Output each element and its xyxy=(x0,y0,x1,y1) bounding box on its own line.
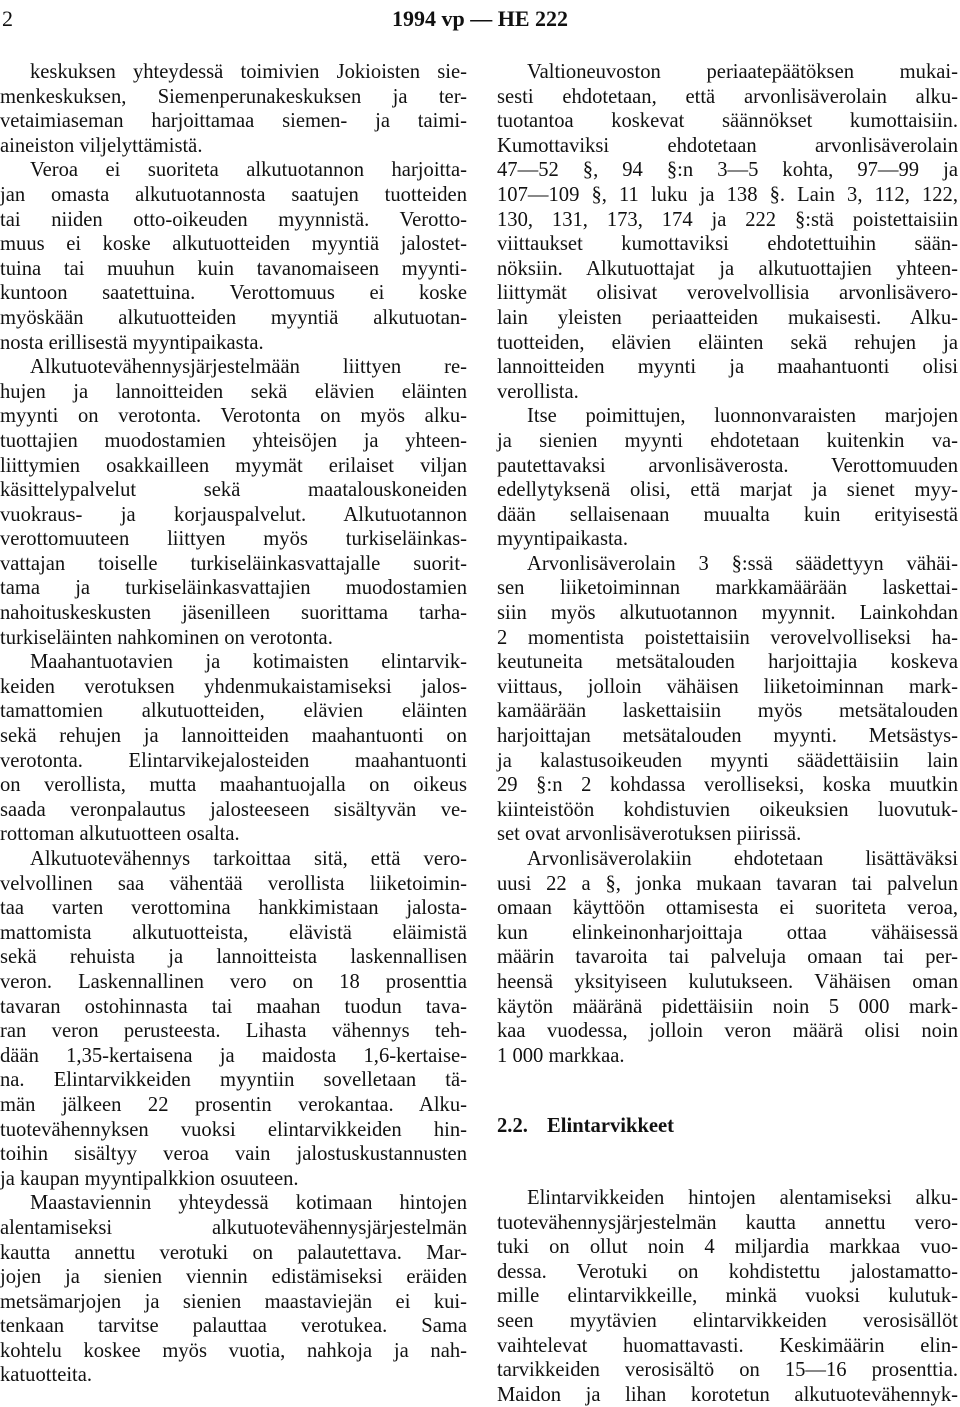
text-line: 107—109 §, 11 luku ja 138 §. Lain 3, 112, 122, xyxy=(497,183,958,206)
text-line: kun elinkeinonharjoittaja ottaa vähäisessä xyxy=(497,921,958,944)
text-line: Arvonlisäverolain 3 §:ssä säädettyyn vähäi- xyxy=(527,552,958,575)
text-line: män jälkeen 22 prosentin verokantaa. Alku- xyxy=(0,1093,467,1116)
text-line: vuokraus- ja korjauspalvelut. Alkutuotannon xyxy=(0,503,467,526)
text-line: tuottajien muodostamien yhteisöjen ja yhteen- xyxy=(0,429,467,452)
text-line: set ovat arvonlisäverotuksen piirissä. xyxy=(497,823,802,846)
text-line: Itse poimittujen, luonnonvaraisten marjojen xyxy=(527,405,958,428)
paragraph xyxy=(497,60,958,404)
text-line: veron. Laskennallinen vero on 18 prosenttia xyxy=(0,970,467,993)
text-line: keskuksen yhteydessä toimivien Jokioisten sie- xyxy=(30,61,467,83)
text-line: jojen ja sienien viennin edistämiseksi eräiden xyxy=(0,1266,467,1289)
text-line: Alkutuotevähennys tarkoittaa sitä, että vero- xyxy=(30,848,467,870)
text-line: sesti ehdotetaan, että arvonlisäverolain alku- xyxy=(497,85,958,108)
text-line: rottoman alkutuotteen osalta. xyxy=(0,823,240,846)
paragraph xyxy=(0,60,467,158)
text-line: liittymät olisivat verovelvollisia arvonlisävero- xyxy=(497,282,958,305)
text-line: nahoituskeskusten jäsenilleen suorittama tarha- xyxy=(0,602,467,625)
paragraph xyxy=(0,1191,467,1388)
text-line: kautta annettu verotuki on palautettava. Mar- xyxy=(0,1241,467,1264)
text-line: Maidon ja lihan korotetun alkutuotevähennyk- xyxy=(497,1383,958,1406)
text-line: sekä rehuista ja lannoitteista laskennallisen xyxy=(0,946,467,969)
text-line: myyntipaikasta. xyxy=(497,528,628,551)
text-line: kohtelu koskee myös vuotia, nahkoja ja nah- xyxy=(0,1339,467,1362)
text-line: tuki on ollut noin 4 miljardia markkaa vuo- xyxy=(497,1236,958,1259)
text-line: tai niiden otto-oikeuden myynnistä. Verotto- xyxy=(0,208,467,231)
text-line: keutuneita metsätalouden harjoittajia koskeva xyxy=(497,651,958,674)
text-line: tavaran ostohinnasta tai maahan tuodun tava- xyxy=(0,995,467,1018)
section-heading xyxy=(497,1114,958,1139)
paragraph xyxy=(0,158,467,355)
text-line: metsämarjojen ja sienien maastaviejän ei kui- xyxy=(0,1290,467,1313)
text-line: Maahantuotavien ja kotimaisten elintarvik- xyxy=(30,651,467,674)
text-line: tuotevähennyksen vuoksi elintarvikkeiden hin- xyxy=(0,1118,467,1141)
text-line: 1 000 markkaa. xyxy=(497,1044,625,1067)
text-line: Valtioneuvoston periaatepäätöksen mukai- xyxy=(527,61,958,83)
text-line: Elintarvikkeiden hintojen alentamiseksi alku- xyxy=(527,1186,958,1209)
text-line: verollista. xyxy=(497,380,579,403)
text-line: mattomista alkutuotteista, elävistä eläimistä xyxy=(0,921,467,944)
text-line: uusi 22 a §, jonka mukaan tavaran tai palvelun xyxy=(497,872,958,895)
text-line: 130, 131, 173, 174 ja 222 §:stä poistettaisiin xyxy=(497,208,958,231)
text-line: harjoittajan metsätalouden myynti. Metsästys- xyxy=(497,725,958,748)
text-line: nosta erillisestä myyntipaikasta. xyxy=(0,331,264,354)
text-line: seen myytävien elintarvikkeiden verosisällöt xyxy=(497,1309,958,1332)
text-line: tenkaan tarvitse palauttaa verotukea. Sama xyxy=(0,1315,467,1338)
text-line: verottomuuteen liittyen myös turkiseläinkas- xyxy=(0,528,467,551)
text-line: ran veron perusteesta. Lihasta vähennys teh- xyxy=(0,1020,467,1043)
text-line: saada veronpalautus jalosteeseen sisältyvän ve- xyxy=(0,798,467,821)
text-line: na. Elintarvikkeiden myyntiin sovelletaan tä- xyxy=(0,1069,467,1092)
text-line: kamäärään laskettaisiin myös metsätalouden xyxy=(497,700,958,723)
text-line: aineiston viljelyttämistä. xyxy=(0,134,203,157)
text-line: kiinteistöön kohdistuvien oikeuksien luovutuk- xyxy=(497,798,958,821)
page-header xyxy=(0,6,960,38)
text-line: tamattomien alkutuotteiden, elävien eläinten xyxy=(0,700,467,723)
page-number: 2 xyxy=(2,6,13,31)
text-line: heensä yksityiseen kulutukseen. Vähäisen oman xyxy=(497,970,958,993)
text-line: toihin sisältyy veroa vain jalostuskustannusten xyxy=(0,1143,467,1166)
text-line: taa varten verottomina hankkimistaan jalosta- xyxy=(0,897,467,920)
text-line: verotonta. Elintarvikejalosteiden maahantuonti xyxy=(0,749,467,772)
paragraph xyxy=(497,847,958,1068)
text-line: Alkutuotevähennysjärjestelmään liittyen re- xyxy=(30,356,467,379)
text-line: katuotteita. xyxy=(0,1364,93,1387)
text-line: ja sienien myynti ehdotetaan kuitenkin va- xyxy=(497,429,958,452)
text-line: dään sellaisenaan muualta kuin erityisestä xyxy=(497,503,958,526)
text-line: liittymien osakkailleen myymät erilaiset viljan xyxy=(0,454,467,477)
text-line: edellytyksenä olisi, että marjat ja sienet myy- xyxy=(497,479,958,502)
text-line: viittaukset kumottaviksi ehdotettuihin sään- xyxy=(497,233,958,256)
text-line: vaihtelevat huomattavasti. Keskimäärin elin- xyxy=(497,1334,958,1357)
text-line: Arvonlisäverolakiin ehdotetaan lisättäväksi xyxy=(527,848,958,870)
text-line: omaan käyttöön ottamisesta ei suoriteta veroa, xyxy=(497,897,958,920)
section-spacer xyxy=(497,1068,958,1114)
text-line: myöskään alkutuotteiden myyntiä alkutuotan- xyxy=(0,306,467,329)
text-line: velvollinen saa vähentää verollista liiketoimin- xyxy=(0,872,467,895)
section-title: Elintarvikkeet xyxy=(547,1115,675,1138)
text-line: vattajan toiselle turkiseläinkasvattajalle suorit- xyxy=(0,552,467,575)
left-column xyxy=(0,60,467,1388)
text-line: dään 1,35-kertaisena ja maidosta 1,6-kertaise- xyxy=(0,1044,467,1067)
text-line: mille elintarvikkeille, minkä vuoksi kulutuk- xyxy=(497,1285,958,1308)
text-line: sen liiketoiminnan markkamäärään laskettai- xyxy=(497,577,958,600)
text-line: tuina tai muuhun kuin tavanomaiseen myynti- xyxy=(0,257,467,280)
text-line: kaa vuodessa, jolloin veron määrä olisi noin xyxy=(497,1020,958,1043)
text-line: viittaus, jolloin vähäisen liiketoiminnan mark- xyxy=(497,675,958,698)
text-line: Maastaviennin yhteydessä kotimaan hintojen xyxy=(30,1192,467,1215)
text-line: menkeskuksen, Siemenperunakeskuksen ja ter- xyxy=(0,85,467,108)
text-line: jan omasta alkutuotannosta saatujen tuotteiden xyxy=(0,183,467,206)
text-line: hujen ja lannoitteiden sekä elävien eläinten xyxy=(0,380,467,403)
text-line: kuntoon saatettuina. Verottomuus ei koske xyxy=(0,282,467,305)
text-line: siin myös alkutuotannon myynnit. Lainkohdan xyxy=(497,602,958,625)
text-line: tama ja turkiseläinkasvattajien muodostamien xyxy=(0,577,467,600)
text-line: keiden verotuksen yhdenmukaistamiseksi jalos- xyxy=(0,675,467,698)
paragraph xyxy=(497,404,958,552)
text-line: pautettavaksi arvonlisäverosta. Verottomuuden xyxy=(497,454,958,477)
section-number: 2.2. xyxy=(497,1115,528,1138)
text-line: vetaimiaseman harjoittamaa siemen- ja taimi- xyxy=(0,110,467,133)
text-line: Veroa ei suoriteta alkutuotannon harjoitta- xyxy=(30,159,467,182)
text-line: muus ei koske alkutuotteiden myyntiä jalostet- xyxy=(0,233,467,256)
paragraph xyxy=(0,355,467,650)
text-line: turkiseläinten nahkominen on verotonta. xyxy=(0,626,333,649)
text-line: ja kalastusoikeuden myynti säädettäisiin lain xyxy=(497,749,958,772)
paragraph xyxy=(0,847,467,1191)
text-line: tuotantoa koskevat säännökset kumottaisiin. xyxy=(497,110,958,133)
paragraph xyxy=(0,650,467,847)
paragraph xyxy=(497,552,958,847)
text-line: lannoitteiden myynti ja maahantuonti olisi xyxy=(497,356,958,379)
text-line: 47—52 §, 94 §:n 3—5 kohta, 97—99 ja xyxy=(497,159,958,182)
text-line: on verollista, mutta maahantuojalla on oikeus xyxy=(0,774,467,797)
text-line: myynti on verotonta. Verotonta on myös alku- xyxy=(0,405,467,428)
text-line: käsittelypalvelut sekä maatalouskoneiden xyxy=(0,479,467,502)
text-line: sekä rehujen ja lannoitteiden maahantuonti on xyxy=(0,725,467,748)
text-line: tuotevähennysjärjestelmän kautta annettu vero- xyxy=(497,1211,958,1234)
text-line: käytön määränä pidettäisiin noin 5 000 mark- xyxy=(497,995,958,1018)
text-line: määrin tavaroita tai palveluja omaan tai per- xyxy=(497,946,958,969)
text-line: 2 momentista poistettaisiin verovelvolliseksi ha- xyxy=(497,626,958,649)
text-line: lain yleisten periaatteiden mukaisesti. Alku- xyxy=(497,306,958,329)
right-column-paragraphs xyxy=(497,60,958,1068)
right-column xyxy=(497,60,958,1407)
text-line: dessa. Verotuki on kohdistettu jalostamatto- xyxy=(497,1260,958,1283)
text-line: 29 §:n 2 kohdassa verolliseksi, koska muutkin xyxy=(497,774,958,797)
document-reference: 1994 vp — HE 222 xyxy=(391,6,569,31)
section-body xyxy=(497,1186,958,1407)
text-line: ja kaupan myyntipalkkion osuuteen. xyxy=(0,1167,299,1190)
text-line: alentamiseksi alkutuotevähennysjärjestelmän xyxy=(0,1216,467,1239)
text-line: Kumottaviksi ehdotetaan arvonlisäverolain xyxy=(497,134,958,157)
text-line: nöksiin. Alkutuottajat ja alkutuottajien yhteen- xyxy=(497,257,958,280)
text-line: tarvikkeiden verosisältö on 15—16 prosenttia. xyxy=(497,1359,958,1382)
text-line: tuotteiden, elävien eläinten sekä rehujen ja xyxy=(497,331,958,354)
